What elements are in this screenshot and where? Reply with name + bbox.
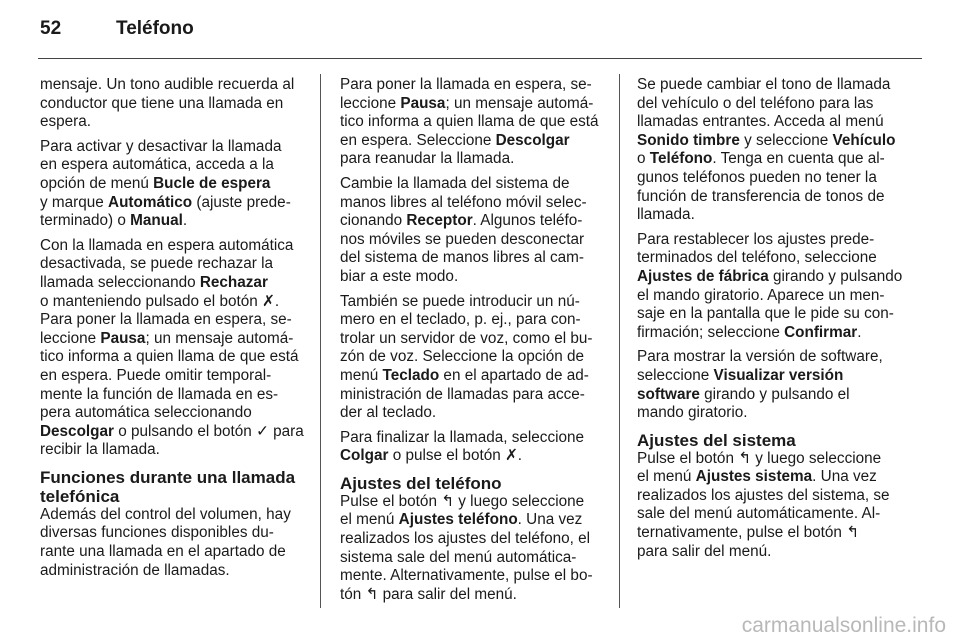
text-run: Para activar y desactivar la llamada bbox=[40, 137, 282, 155]
menu-option-label: Manual bbox=[130, 212, 183, 230]
menu-option-label: Vehículo bbox=[832, 131, 896, 149]
menu-option-label: Receptor bbox=[406, 212, 473, 230]
text-run: opción de menú bbox=[40, 174, 154, 192]
back-icon: ↰ bbox=[365, 585, 379, 603]
text-run: sale del menú automáticamente. Al- bbox=[637, 505, 881, 523]
text-run: . Una vez bbox=[517, 511, 583, 529]
menu-option-label: Colgar bbox=[340, 447, 389, 465]
text-run: girando y pulsando el bbox=[699, 385, 850, 403]
menu-option-label: Ajustes teléfono bbox=[398, 511, 518, 529]
text-run: Cambie la llamada del sistema de bbox=[340, 174, 570, 192]
text-run: nos móviles se pueden desconectar bbox=[340, 230, 585, 248]
text-run: mensaje. Un tono audible recuerda al bbox=[40, 76, 295, 93]
text-run: llamadas entrantes. Acceda al menú bbox=[637, 113, 884, 131]
text-run: para salir del menú. bbox=[637, 542, 772, 560]
text-run: . Algunos teléfo- bbox=[472, 212, 583, 230]
text-run: llamada. bbox=[637, 206, 695, 224]
text-run: ternativamente, pulse el botón bbox=[637, 524, 847, 542]
back-icon: ↰ bbox=[738, 449, 752, 467]
body-paragraph bbox=[637, 231, 915, 343]
text-run: y luego seleccione bbox=[751, 449, 882, 467]
text-run: del vehículo o del teléfono para las bbox=[637, 94, 874, 112]
body-paragraph bbox=[340, 76, 616, 169]
hangup-icon: ✗ bbox=[504, 447, 518, 465]
back-icon: ↰ bbox=[846, 524, 860, 542]
text-run: firmación; seleccione bbox=[637, 323, 785, 341]
text-run: menú bbox=[340, 366, 383, 384]
phone-icon: ✓ bbox=[256, 422, 269, 440]
menu-option-label: Confirmar bbox=[784, 323, 858, 341]
text-run: seleccione bbox=[637, 366, 714, 384]
text-run: . Tenga en cuenta que al- bbox=[712, 150, 885, 168]
text-run: (ajuste prede- bbox=[192, 193, 291, 211]
menu-option-label: Teléfono bbox=[649, 150, 713, 168]
text-run: el mando giratorio. Aparece un men- bbox=[637, 286, 885, 304]
menu-option-label: Visualizar versión bbox=[713, 366, 844, 384]
menu-option-label: Pausa bbox=[400, 94, 446, 112]
body-paragraph bbox=[40, 138, 316, 231]
text-run: También se puede introducir un nú- bbox=[340, 292, 580, 310]
text-run: Pulse el botón bbox=[340, 492, 442, 510]
text-run: terminado) o bbox=[40, 212, 131, 230]
text-run: ; un mensaje automá- bbox=[445, 94, 594, 112]
column-divider bbox=[320, 74, 321, 608]
menu-option-label: Ajustes de fábrica bbox=[637, 267, 769, 285]
text-run: terminados del teléfono, seleccione bbox=[637, 249, 877, 267]
text-run: realizados los ajustes del teléfono, el bbox=[340, 530, 591, 548]
text-run: diversas funciones disponibles du- bbox=[40, 524, 274, 542]
text-run: Con la llamada en espera automática bbox=[40, 236, 294, 254]
text-run: en espera. Puede omitir temporal- bbox=[40, 366, 272, 384]
text-run: espera. bbox=[40, 113, 92, 131]
text-run: Además del control del volumen, hay bbox=[40, 505, 291, 523]
text-run: o bbox=[637, 150, 650, 168]
menu-option-label: Teclado bbox=[382, 366, 440, 384]
body-paragraph bbox=[40, 237, 316, 460]
menu-option-label: Bucle de espera bbox=[153, 174, 271, 192]
text-run: Para restablecer los ajustes prede- bbox=[637, 230, 875, 248]
text-run: Se puede cambiar el tono de llamada bbox=[637, 76, 891, 93]
text-run: administración de llamadas. bbox=[40, 561, 230, 579]
text-run: y seleccione bbox=[739, 131, 833, 149]
text-run: desactivada, se puede rechazar la bbox=[40, 255, 274, 273]
menu-option-label: Sonido timbre bbox=[637, 131, 740, 149]
text-run: y luego seleccione bbox=[454, 492, 585, 510]
text-run: función de transferencia de tonos de bbox=[637, 187, 885, 205]
text-run: en espera automática, acceda a la bbox=[40, 156, 274, 174]
body-paragraph bbox=[340, 493, 616, 605]
text-run: rante una llamada en el apartado de bbox=[40, 543, 286, 561]
text-run: en el apartado de ad- bbox=[439, 366, 589, 384]
menu-option-label: software bbox=[637, 385, 700, 403]
page-title: Teléfono bbox=[116, 18, 194, 39]
menu-option-label: Descolgar bbox=[495, 131, 570, 149]
section-heading: Ajustes del teléfono bbox=[340, 473, 502, 493]
text-run: manos libres al teléfono móvil selec- bbox=[340, 193, 587, 211]
text-run: en espera. Seleccione bbox=[340, 131, 496, 149]
text-run: Para mostrar la versión de software, bbox=[637, 348, 883, 366]
text-run: tico informa a quien llama de que está bbox=[340, 113, 599, 131]
text-run: . bbox=[857, 323, 862, 341]
text-run: tón bbox=[340, 585, 366, 603]
text-column-1 bbox=[40, 76, 316, 586]
section-heading: Ajustes del sistema bbox=[637, 430, 796, 450]
text-run: . bbox=[274, 292, 280, 310]
body-paragraph bbox=[637, 348, 915, 422]
text-run: zón de voz. Seleccione la opción de bbox=[340, 348, 585, 366]
menu-option-label: Ajustes sistema bbox=[695, 468, 813, 486]
text-run: sistema sale del menú automática- bbox=[340, 548, 577, 566]
body-paragraph bbox=[40, 76, 316, 132]
text-run: Para poner la llamada en espera, se- bbox=[40, 311, 292, 329]
text-run: biar a este modo. bbox=[340, 267, 459, 285]
text-run: . Una vez bbox=[812, 468, 877, 486]
section-heading: Funciones durante una llamada telefónica bbox=[40, 467, 296, 506]
text-run: o pulsando el botón bbox=[113, 422, 257, 440]
menu-option-label: Automático bbox=[108, 193, 193, 211]
text-run: cionando bbox=[340, 212, 407, 230]
body-paragraph bbox=[40, 506, 316, 580]
hangup-icon: ✗ bbox=[261, 292, 275, 310]
text-run: mando giratorio. bbox=[637, 404, 748, 422]
text-run: recibir la llamada. bbox=[40, 441, 160, 459]
back-icon: ↰ bbox=[441, 492, 455, 510]
text-run: Pulse el botón bbox=[637, 449, 739, 467]
watermark: carmanualsonline.info bbox=[741, 614, 946, 637]
text-run: der al teclado. bbox=[340, 404, 437, 422]
text-run: llamada seleccionando bbox=[40, 273, 200, 291]
text-run: trolar un servidor de voz, como el bu- bbox=[340, 329, 593, 347]
body-paragraph bbox=[637, 450, 915, 562]
page-number: 52 bbox=[40, 18, 62, 39]
text-run: Para poner la llamada en espera, se- bbox=[340, 76, 592, 93]
text-run: para salir del menú. bbox=[378, 585, 517, 603]
text-run: girando y pulsando bbox=[768, 267, 903, 285]
column-divider bbox=[619, 74, 620, 608]
text-column-3 bbox=[637, 76, 915, 567]
body-paragraph bbox=[637, 76, 915, 225]
text-run: mente la función de llamada en es- bbox=[40, 385, 279, 403]
text-run: y marque bbox=[40, 193, 109, 211]
text-run: ; un mensaje automá- bbox=[145, 329, 294, 347]
text-run: . bbox=[517, 447, 523, 465]
text-run: leccione bbox=[40, 329, 101, 347]
text-run: saje en la pantalla que le pide su con- bbox=[637, 305, 894, 323]
body-paragraph bbox=[340, 293, 616, 423]
text-run: pera automática seleccionando bbox=[40, 404, 252, 422]
text-run: ministración de llamadas para acce- bbox=[340, 385, 585, 403]
text-run: leccione bbox=[340, 94, 401, 112]
text-run: para bbox=[268, 422, 304, 440]
menu-option-label: Rechazar bbox=[199, 273, 268, 291]
text-run: para reanudar la llamada. bbox=[340, 150, 515, 168]
text-run: mero en el teclado, p. ej., para con- bbox=[340, 311, 581, 329]
text-run: conductor que tiene una llamada en bbox=[40, 94, 284, 112]
text-run: del sistema de manos libres al cam- bbox=[340, 249, 584, 267]
text-run: o manteniendo pulsado el botón bbox=[40, 292, 262, 310]
text-run: mente. Alternativamente, pulse el bo- bbox=[340, 567, 593, 585]
menu-option-label: Descolgar bbox=[40, 422, 114, 440]
text-run: realizados los ajustes del sistema, se bbox=[637, 486, 890, 504]
header-rule bbox=[38, 58, 922, 59]
text-run: tico informa a quien llama de que está bbox=[40, 348, 299, 366]
text-run: el menú bbox=[637, 468, 696, 486]
text-run: Para finalizar la llamada, seleccione bbox=[340, 428, 585, 446]
text-run: el menú bbox=[340, 511, 399, 529]
text-column-2 bbox=[340, 76, 616, 610]
text-run: o pulse el botón bbox=[388, 447, 505, 465]
body-paragraph bbox=[340, 429, 616, 466]
text-run: gunos teléfonos pueden no tener la bbox=[637, 168, 877, 186]
body-paragraph bbox=[340, 175, 616, 287]
text-run: . bbox=[182, 212, 188, 230]
menu-option-label: Pausa bbox=[100, 329, 146, 347]
